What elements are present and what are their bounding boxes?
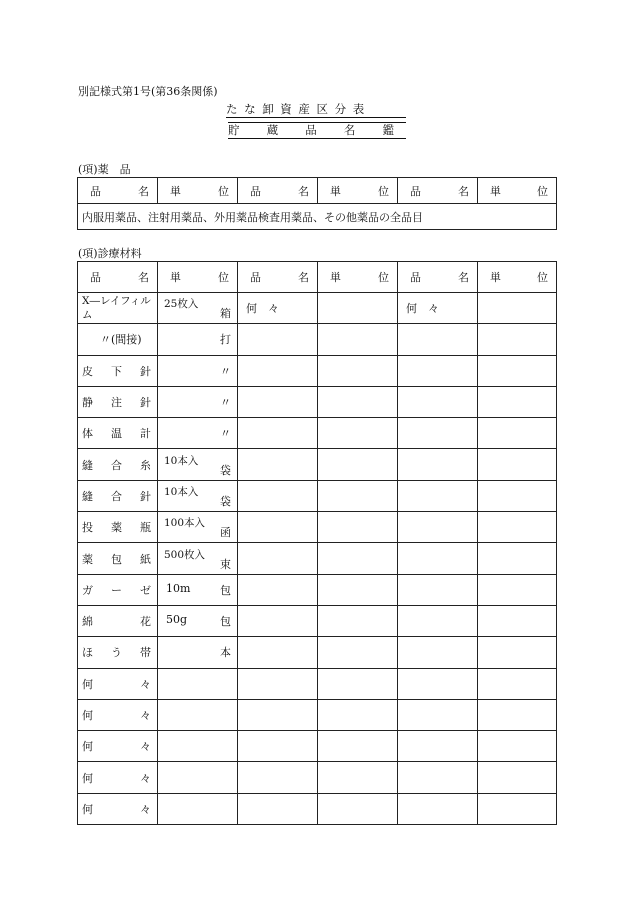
item-name-cell bbox=[238, 605, 318, 636]
item-name-cell bbox=[78, 637, 158, 668]
item-unit-cell bbox=[318, 605, 398, 636]
item-name-cell bbox=[78, 699, 158, 730]
item-name-cell bbox=[78, 324, 158, 355]
item-name-cell bbox=[238, 324, 318, 355]
item-name-cell bbox=[238, 418, 318, 449]
item-name: 縫 合 糸 bbox=[82, 458, 151, 472]
subtitle-char: 名 bbox=[343, 123, 356, 137]
item-name-cell bbox=[238, 637, 318, 668]
item-unit-cell bbox=[478, 324, 557, 355]
item-unit-cell bbox=[318, 668, 398, 699]
item-name-cell bbox=[238, 543, 318, 574]
item-unit-cell bbox=[478, 605, 557, 636]
table-row bbox=[78, 355, 557, 386]
subtitle-char: 貯 bbox=[228, 123, 240, 137]
section1-title: (項)薬 品 bbox=[78, 163, 131, 176]
item-name: 〃(間接) bbox=[100, 333, 142, 347]
item-name-cell bbox=[398, 512, 478, 543]
item-name-cell bbox=[78, 731, 158, 762]
item-unit: 〃 bbox=[220, 396, 231, 410]
item-unit-cell bbox=[318, 637, 398, 668]
section2-table bbox=[77, 261, 557, 825]
item-unit-quantity: 25枚入 bbox=[164, 298, 199, 311]
header-unit-cell: 単 位 bbox=[158, 262, 238, 293]
item-unit-cell bbox=[478, 480, 557, 511]
header-unit-cell: 単 位 bbox=[318, 262, 398, 293]
item-unit-cell bbox=[478, 731, 557, 762]
item-name-cell bbox=[398, 762, 478, 793]
item-name-cell bbox=[78, 449, 158, 480]
item-name: ほ う 帯 bbox=[82, 646, 151, 660]
item-name: 投 薬 瓶 bbox=[82, 521, 151, 535]
header-name-cell: 品 名 bbox=[238, 178, 318, 204]
item-unit-cell bbox=[158, 418, 238, 449]
item-unit-cell bbox=[478, 574, 557, 605]
table-row bbox=[78, 605, 557, 636]
item-unit-quantity: 10本入 bbox=[164, 454, 199, 467]
item-unit-cell bbox=[318, 355, 398, 386]
item-unit: 袋 bbox=[220, 463, 231, 477]
table-row bbox=[78, 386, 557, 417]
item-unit-cell bbox=[318, 574, 398, 605]
item-name-cell bbox=[238, 668, 318, 699]
item-name-cell bbox=[78, 293, 158, 324]
item-unit-cell bbox=[318, 418, 398, 449]
item-name: 何 々 bbox=[406, 302, 439, 316]
table-row bbox=[78, 480, 557, 511]
item-name-cell bbox=[398, 637, 478, 668]
header-unit-cell: 単 位 bbox=[478, 262, 557, 293]
header-name-cell: 品 名 bbox=[78, 262, 158, 293]
item-unit-cell bbox=[158, 480, 238, 511]
item-unit-cell bbox=[158, 668, 238, 699]
item-name-cell bbox=[398, 699, 478, 730]
item-name-cell bbox=[78, 668, 158, 699]
section1-table bbox=[77, 177, 557, 230]
table-row bbox=[78, 731, 557, 762]
item-unit: 打 bbox=[220, 333, 231, 347]
item-unit-cell bbox=[478, 293, 557, 324]
item-unit-cell bbox=[158, 637, 238, 668]
item-name: 何 々 bbox=[82, 771, 151, 785]
item-unit-cell bbox=[478, 386, 557, 417]
item-name: 体 温 計 bbox=[82, 427, 151, 441]
table-row bbox=[78, 793, 557, 824]
item-name: 何 々 bbox=[82, 740, 151, 754]
item-name-cell bbox=[78, 512, 158, 543]
item-name-cell bbox=[78, 355, 158, 386]
item-name-cell bbox=[238, 762, 318, 793]
item-name-cell bbox=[238, 480, 318, 511]
item-unit-cell bbox=[318, 480, 398, 511]
item-name-cell bbox=[398, 731, 478, 762]
item-name-cell bbox=[398, 449, 478, 480]
table-row bbox=[78, 637, 557, 668]
item-unit-cell bbox=[478, 699, 557, 730]
item-unit: 箱 bbox=[220, 307, 231, 321]
item-name: 何 々 bbox=[82, 802, 151, 816]
header-name-cell: 品 名 bbox=[398, 178, 478, 204]
item-name: 薬 包 紙 bbox=[82, 552, 151, 566]
item-unit-cell bbox=[318, 731, 398, 762]
item-name-cell bbox=[238, 731, 318, 762]
item-unit-cell bbox=[478, 637, 557, 668]
item-unit-quantity: 50g bbox=[166, 613, 188, 627]
item-unit-cell bbox=[158, 324, 238, 355]
item-unit-cell bbox=[158, 386, 238, 417]
item-unit-cell bbox=[478, 762, 557, 793]
item-unit: 包 bbox=[220, 583, 231, 597]
item-name-cell bbox=[238, 293, 318, 324]
item-name-cell bbox=[238, 793, 318, 824]
item-unit-cell bbox=[158, 574, 238, 605]
item-name-cell bbox=[398, 324, 478, 355]
item-unit-cell bbox=[318, 543, 398, 574]
item-name-cell bbox=[398, 386, 478, 417]
header-name-cell: 品 名 bbox=[238, 262, 318, 293]
item-unit-cell bbox=[478, 793, 557, 824]
item-unit: 包 bbox=[220, 615, 231, 629]
item-name-cell bbox=[238, 355, 318, 386]
item-name-cell bbox=[238, 699, 318, 730]
item-name-cell bbox=[398, 605, 478, 636]
table-row bbox=[78, 449, 557, 480]
item-name-cell bbox=[398, 418, 478, 449]
item-name: X―レイフィルム bbox=[82, 295, 151, 322]
section2-title: (項)診療材料 bbox=[78, 247, 142, 260]
item-name-cell bbox=[238, 449, 318, 480]
item-name: 綿 花 bbox=[82, 615, 151, 629]
item-unit-quantity: 500枚入 bbox=[164, 548, 206, 561]
item-name: 皮 下 針 bbox=[82, 364, 151, 378]
item-unit-cell bbox=[318, 699, 398, 730]
table-row bbox=[78, 574, 557, 605]
header-unit-cell: 単 位 bbox=[478, 178, 557, 204]
item-name-cell bbox=[398, 574, 478, 605]
item-unit-cell bbox=[158, 512, 238, 543]
form-number: 別記様式第1号(第36条関係) bbox=[78, 85, 218, 98]
item-unit-cell bbox=[318, 386, 398, 417]
item-unit-cell bbox=[478, 543, 557, 574]
header-unit-cell: 単 位 bbox=[158, 178, 238, 204]
item-unit-cell bbox=[158, 605, 238, 636]
table-row bbox=[78, 668, 557, 699]
item-name: 何 々 bbox=[246, 302, 279, 316]
table-row bbox=[78, 293, 557, 324]
item-name-cell bbox=[78, 418, 158, 449]
item-unit-cell bbox=[158, 731, 238, 762]
item-name-cell bbox=[238, 512, 318, 543]
item-unit-cell bbox=[478, 512, 557, 543]
item-name: 静 注 針 bbox=[82, 396, 151, 410]
item-name-cell bbox=[398, 668, 478, 699]
item-name-cell bbox=[78, 386, 158, 417]
item-unit-cell bbox=[318, 324, 398, 355]
item-name-cell bbox=[78, 480, 158, 511]
item-unit-quantity: 10本入 bbox=[164, 485, 199, 498]
item-unit-cell bbox=[478, 449, 557, 480]
item-name-cell bbox=[398, 543, 478, 574]
item-name-cell bbox=[238, 386, 318, 417]
section1-content: 内服用薬品、注射用薬品、外用薬品検査用薬品、その他薬品の全品目 bbox=[78, 204, 557, 230]
header-name-cell: 品 名 bbox=[398, 262, 478, 293]
item-unit-quantity: 10m bbox=[166, 581, 191, 595]
table-row bbox=[78, 543, 557, 574]
item-unit: 函 bbox=[220, 526, 231, 540]
item-unit-cell bbox=[158, 762, 238, 793]
item-unit-cell bbox=[318, 512, 398, 543]
item-name-cell bbox=[78, 574, 158, 605]
item-name-cell bbox=[398, 293, 478, 324]
item-unit-cell bbox=[318, 793, 398, 824]
item-unit-cell bbox=[158, 793, 238, 824]
item-unit-cell bbox=[158, 293, 238, 324]
item-name-cell bbox=[78, 762, 158, 793]
item-unit-cell bbox=[318, 293, 398, 324]
subtitle-char: 品 bbox=[305, 123, 317, 137]
table-row bbox=[78, 762, 557, 793]
item-unit: 袋 bbox=[220, 494, 231, 508]
item-name: 何 々 bbox=[82, 709, 151, 722]
header-name-cell: 品 名 bbox=[78, 178, 158, 204]
item-unit: 〃 bbox=[220, 427, 231, 441]
item-name-cell bbox=[78, 793, 158, 824]
subtitle-char: 鑑 bbox=[382, 123, 394, 137]
item-name-cell bbox=[398, 793, 478, 824]
item-name: 縫 合 針 bbox=[82, 489, 151, 503]
item-name-cell bbox=[238, 574, 318, 605]
item-name-cell bbox=[398, 355, 478, 386]
table-row bbox=[78, 324, 557, 355]
item-unit-cell bbox=[478, 668, 557, 699]
header-unit-cell: 単 位 bbox=[318, 178, 398, 204]
item-unit-cell bbox=[158, 449, 238, 480]
item-name: ガ ー ゼ bbox=[82, 583, 151, 597]
item-unit-cell bbox=[158, 699, 238, 730]
item-unit-cell bbox=[318, 449, 398, 480]
item-unit-cell bbox=[158, 543, 238, 574]
document-subtitle bbox=[228, 122, 406, 139]
item-name-cell bbox=[398, 480, 478, 511]
item-unit-cell bbox=[478, 418, 557, 449]
item-unit-cell bbox=[318, 762, 398, 793]
item-name-cell bbox=[78, 543, 158, 574]
item-unit: 〃 bbox=[220, 364, 231, 378]
table-row bbox=[78, 512, 557, 543]
item-unit-cell bbox=[478, 355, 557, 386]
table-row bbox=[78, 699, 557, 730]
document-title: たな卸資産区分表 bbox=[226, 102, 406, 118]
item-unit-quantity: 100本入 bbox=[164, 517, 206, 530]
item-name: 何 々 bbox=[82, 677, 151, 691]
item-name-cell bbox=[78, 605, 158, 636]
item-unit-cell bbox=[158, 355, 238, 386]
item-unit: 本 bbox=[220, 646, 231, 660]
item-unit: 束 bbox=[220, 557, 231, 571]
table-row bbox=[78, 418, 557, 449]
subtitle-char: 蔵 bbox=[266, 123, 279, 137]
